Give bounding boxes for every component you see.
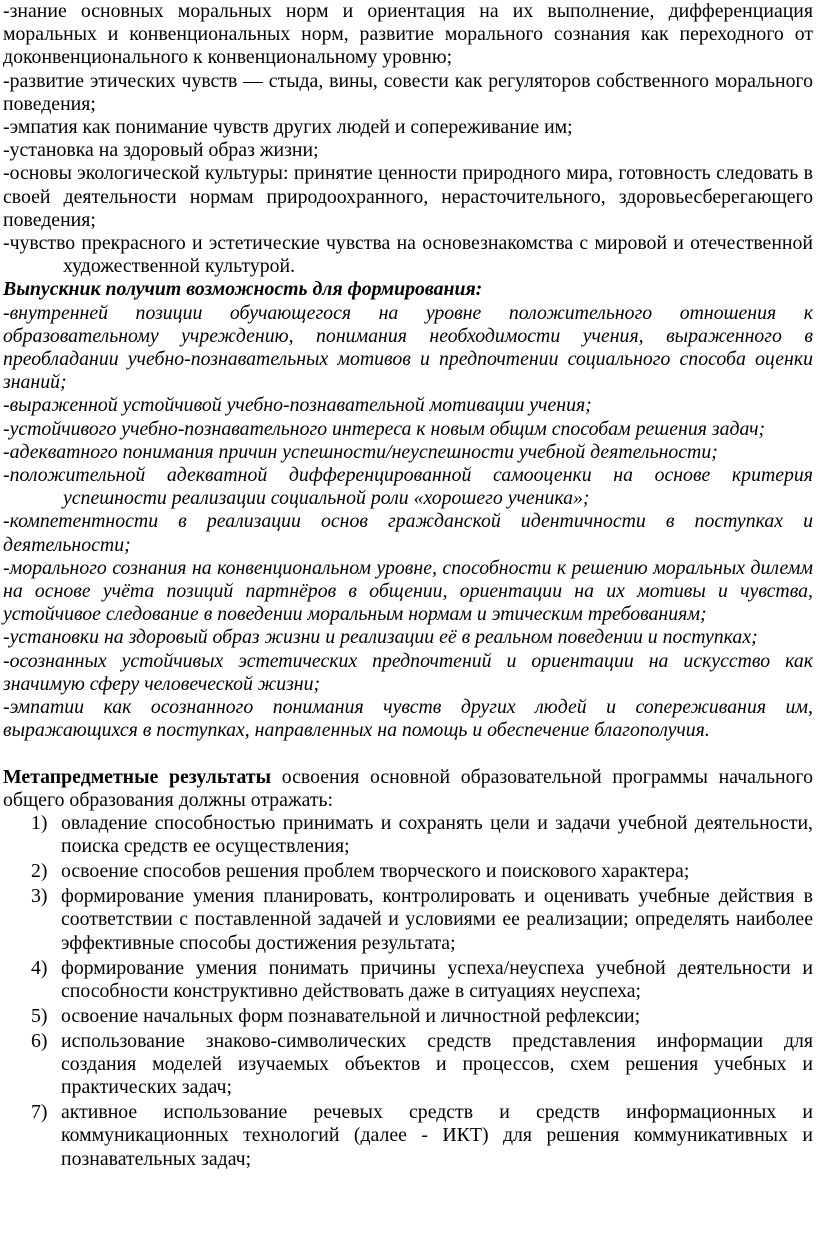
list-item-number: 5): [31, 1004, 48, 1027]
opportunity-item: -компетентности в реализации основ гражданской идентичности в поступках и деятельности;: [3, 510, 813, 556]
list-item-text: использование знаково-символических средств представления информации для создания моделей изучаемых объектов и процессов, схем решения учебных и практических задач;: [61, 1029, 813, 1099]
opportunity-item: -морального сознания на конвенциональном уровне, способности к решению моральных дилемм на основе учёта позиций партнёров в общении, ориентации на их мотивы и чувства, устойчивое следование в поведении моральным нормам и этическим требованиям;: [3, 556, 813, 626]
opportunity-item: -выраженной устойчивой учебно-познавательной мотивации учения;: [3, 394, 592, 417]
opportunity-item: -установки на здоровый образ жизни и реализации её в реальном поведении и поступках;: [3, 626, 758, 649]
list-item-number: 4): [31, 956, 48, 979]
list-item: [3, 1030, 813, 1100]
list-item-number: 2): [31, 860, 48, 883]
personal-item: -эмпатия как понимание чувств других людей и сопереживание им;: [3, 116, 573, 139]
list-item-text: формирование умения планировать, контролировать и оценивать учебные действия в соответствии с поставленной задачей и условиями ее реализации; определять наиболее эффективные способы достижения результата;: [61, 885, 813, 954]
opportunity-item: -устойчивого учебно-познавательного интереса к новым общим способам решения задач;: [3, 417, 766, 440]
list-item: [3, 1005, 813, 1028]
list-item-text: формирование умения понимать причины успеха/неуспеха учебной деятельности и способности конструктивно действовать даже в ситуациях неуспеха;: [61, 956, 813, 1002]
list-item: [3, 1101, 813, 1171]
metasubject-list: [3, 812, 813, 1171]
metasubject-title: Метапредметные результаты: [3, 765, 272, 788]
personal-item: -основы экологической культуры: принятие ценности природного мира, готовность следовать в своей деятельности нормам природоохранного, нерасточительного, здоровьесберегающего поведения;: [3, 162, 813, 231]
personal-item: -развитие этических чувств — стыда, вины, совести как регуляторов собственного морального поведения;: [3, 69, 813, 115]
metasubject-intro-text: освоения основной образовательной программы начального общего образования должны отражать:: [3, 765, 813, 811]
opportunity-item: -адекватного понимания причин успешности/неуспешности учебной деятельности;: [3, 440, 718, 463]
opportunity-item: -осознанных устойчивых эстетических предпочтений и ориентации на искусство как значимую сферу человеческой жизни;: [3, 649, 813, 695]
opportunity-item: -эмпатии как осознанного понимания чувств других людей и сопереживания им, выражающихся в поступках, направленных на помощь и обеспечение благополучия.: [3, 696, 813, 742]
personal-item: -установка на здоровый образ жизни;: [3, 139, 319, 162]
list-item-text: активное использование речевых средств и средств информационных и коммуникационных технологий (далее - ИКТ) для решения коммуникативных и познавательных задач;: [61, 1101, 813, 1170]
opportunity-item: -положительной адекватной дифференцированной самооценки на основе критерия успешности реализации социальной роли «хорошего ученика»;: [3, 464, 813, 510]
opportunity-item: -внутренней позиции обучающегося на уровне положительного отношения к образовательному учреждению, понимания необходимости учения, выраженного в преобладании учебно-познавательных мотивов и предпочтении социального способа оценки знаний;: [3, 301, 813, 394]
list-item-text: освоение способов решения проблем творческого и поискового характера;: [61, 860, 690, 883]
list-item-number: 6): [31, 1029, 48, 1052]
section-spacer: [3, 743, 813, 766]
list-item: [3, 812, 813, 858]
metasubject-intro: [3, 766, 813, 812]
personal-item: -чувство прекрасного и эстетические чувства на основезнакомства с мировой и отечественной художественной культурой.: [3, 232, 813, 278]
list-item: [3, 860, 813, 883]
personal-item: -знание основных моральных норм и ориентация на их выполнение, дифференциация моральных и конвенциональных норм, развитие морального сознания как переходного от доконвенционального к конвенциональному уровню;: [3, 0, 813, 69]
list-item-number: 1): [31, 811, 48, 834]
opportunity-heading: Выпускник получит возможность для формирования:: [3, 278, 483, 301]
list-item-text: освоение начальных форм познавательной и личностной рефлексии;: [61, 1004, 641, 1027]
list-item-number: 7): [31, 1101, 48, 1124]
list-item-number: 3): [31, 885, 48, 908]
list-item: [3, 957, 813, 1003]
list-item: [3, 885, 813, 955]
list-item-text: овладение способностью принимать и сохранять цели и задачи учебной деятельности, поиска средств ее осуществления;: [61, 811, 813, 858]
